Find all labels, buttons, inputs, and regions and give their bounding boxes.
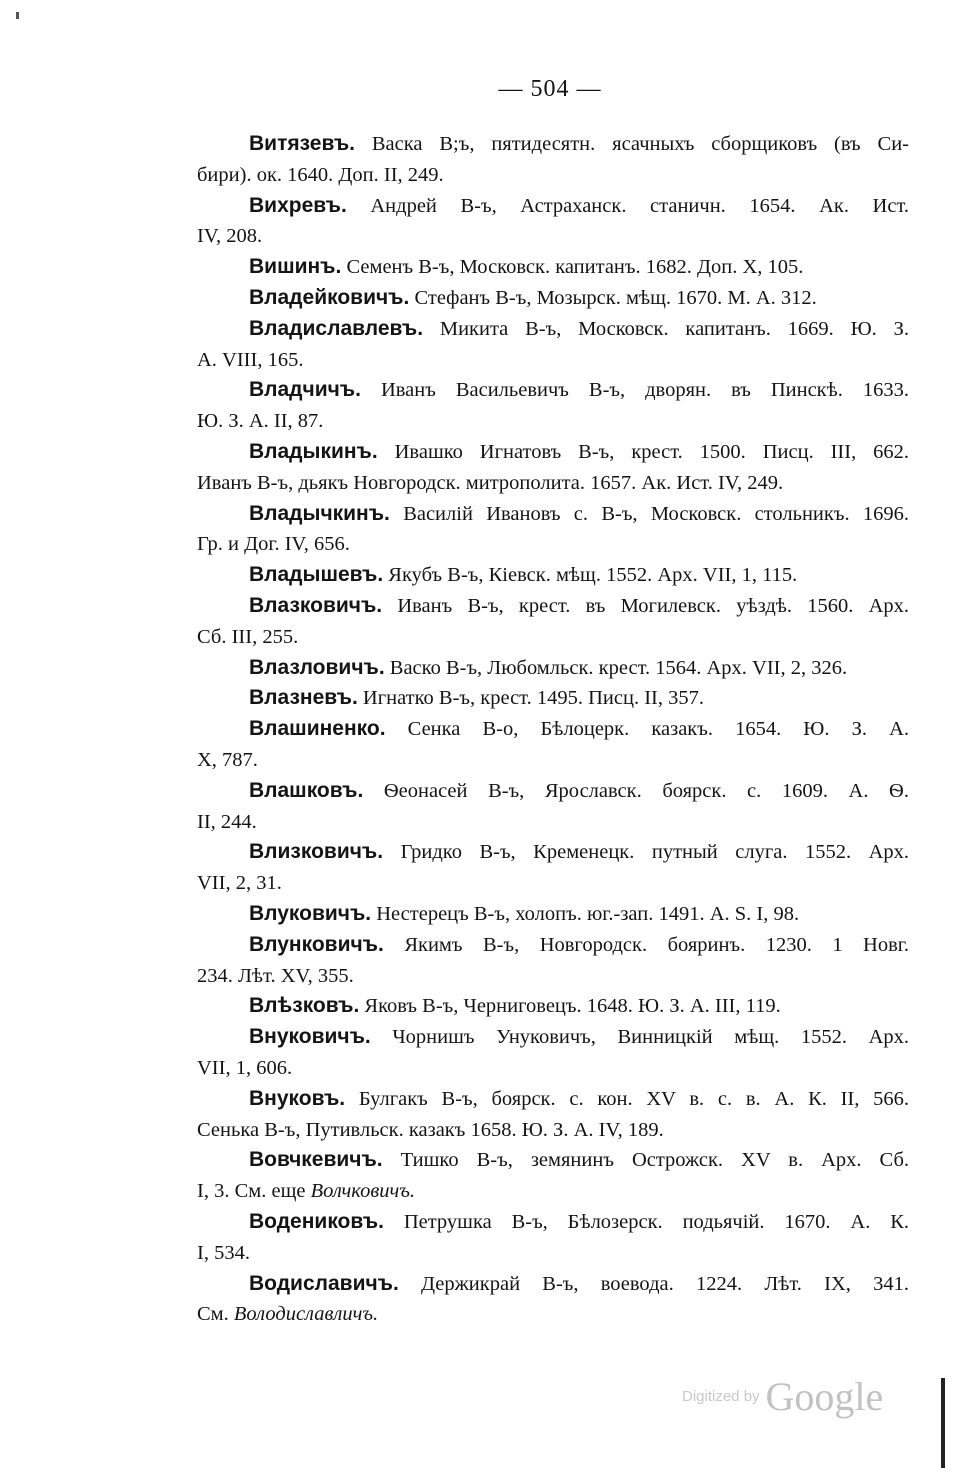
entry-line bbox=[249, 436, 909, 468]
entry-line bbox=[249, 190, 909, 222]
entry-text: Игнатко В-ъ, крест. 1495. Писц. II, 357. bbox=[362, 687, 704, 709]
entry-line bbox=[249, 313, 909, 345]
entry-line bbox=[249, 1021, 909, 1053]
entry-headword: Вишинъ. bbox=[249, 255, 342, 278]
entry-continuation bbox=[197, 744, 909, 776]
entry-line bbox=[249, 251, 909, 283]
entry-text: Васко В-ъ, Любомльск. крест. 1564. Арх. VII, 2, 326. bbox=[389, 657, 848, 679]
entry-headword: Внуковъ. bbox=[249, 1087, 346, 1110]
entry-line bbox=[249, 990, 909, 1022]
page-edge-rule bbox=[941, 1378, 945, 1468]
entry-headword: Владиславлевъ. bbox=[249, 317, 424, 340]
entry-text: Сенька В-ъ, Путивльск. казакъ 1658. Ю. З. А. IV, 189. bbox=[197, 1119, 664, 1141]
entry-continuation bbox=[197, 220, 909, 252]
entry-line bbox=[249, 652, 909, 684]
entry-text: II, 244. bbox=[197, 811, 257, 833]
entry-text: Ѳеонасей В-ъ, Ярославск. боярск. с. 1609. А. Ѳ. bbox=[383, 780, 909, 802]
entry-line bbox=[249, 1206, 909, 1238]
entry-continuation bbox=[197, 1298, 909, 1330]
entry-text: Иванъ Васильевичъ В-ъ, дворян. въ Пинскѣ. 1633. bbox=[380, 379, 910, 401]
entry-headword: Водениковъ. bbox=[249, 1210, 384, 1233]
entry-text: Держикрай В-ъ, воевода. 1224. Лѣт. IX, 341. bbox=[421, 1273, 909, 1295]
entry-line bbox=[249, 559, 909, 591]
entry-continuation bbox=[197, 806, 909, 838]
entry-headword: Влѣзковъ. bbox=[249, 994, 360, 1017]
entry-text: См. bbox=[197, 1303, 229, 1325]
entry-text: Сб. III, 255. bbox=[197, 626, 299, 648]
entry-continuation bbox=[197, 1114, 909, 1146]
entry-text: Тишко В-ъ, земянинъ Острожск. XV в. Арх. Сб. bbox=[400, 1149, 910, 1171]
entry-line bbox=[249, 929, 909, 961]
entry-headword: Владышевъ. bbox=[249, 563, 384, 586]
entry-text: Микита В-ъ, Московск. капитанъ. 1669. Ю. З. bbox=[439, 318, 909, 340]
entry-continuation bbox=[197, 344, 909, 376]
entry-text: Ивашко Игнатовъ В-ъ, крест. 1500. Писц. III, 662. bbox=[394, 441, 909, 463]
entry-continuation bbox=[197, 867, 909, 899]
entry-line bbox=[249, 1083, 909, 1115]
google-logo: Google bbox=[765, 1374, 884, 1419]
entry-text: Гридко В-ъ, Кременецк. путный слуга. 1552. Арх. bbox=[400, 841, 910, 863]
entry-text: I, 3. См. еще bbox=[197, 1180, 306, 1202]
page-number: — 504 — bbox=[498, 76, 602, 102]
cross-reference: Волчковичъ. bbox=[310, 1180, 416, 1202]
entry-line bbox=[249, 590, 909, 622]
entry-text: А. VIII, 165. bbox=[197, 349, 304, 371]
entry-text: VII, 1, 606. bbox=[197, 1057, 293, 1079]
entry-text: X, 787. bbox=[197, 749, 258, 771]
entry-text: Чорнишъ Унуковичъ, Винницкій мѣщ. 1552. Арх. bbox=[392, 1026, 909, 1048]
entry-headword: Вовчкевичъ. bbox=[249, 1148, 383, 1171]
entry-line bbox=[249, 1144, 909, 1176]
entry-continuation bbox=[197, 467, 909, 499]
entry-text: Гр. и Дог. IV, 656. bbox=[197, 533, 350, 555]
entry-headword: Владычкинъ. bbox=[249, 502, 390, 525]
entry-continuation bbox=[197, 528, 909, 560]
entry-text: бири). ок. 1640. Доп. II, 249. bbox=[197, 164, 444, 186]
entry-continuation bbox=[197, 960, 909, 992]
entry-text: I, 534. bbox=[197, 1242, 250, 1264]
entry-continuation bbox=[197, 621, 909, 653]
entry-line bbox=[249, 282, 909, 314]
entry-text: Ю. З. А. II, 87. bbox=[197, 410, 324, 432]
cross-reference: Володиславличъ. bbox=[233, 1303, 379, 1325]
entry-headword: Вихревъ. bbox=[249, 194, 347, 217]
entry-text: Семенъ В-ъ, Московск. капитанъ. 1682. Доп. X, 105. bbox=[346, 256, 804, 278]
entry-line bbox=[249, 374, 909, 406]
entry-line bbox=[249, 128, 909, 160]
entry-headword: Владыкинъ. bbox=[249, 440, 378, 463]
entry-line bbox=[249, 898, 909, 930]
entry-text: Иванъ В-ъ, дьякъ Новгородск. митрополита. 1657. Ак. Ист. IV, 249. bbox=[197, 472, 784, 494]
entry-continuation bbox=[197, 1052, 909, 1084]
entry-line bbox=[249, 1268, 909, 1300]
entry-text: VII, 2, 31. bbox=[197, 872, 282, 894]
entry-headword: Влазневъ. bbox=[249, 686, 358, 709]
entry-headword: Влунковичъ. bbox=[249, 933, 384, 956]
entry-line bbox=[249, 775, 909, 807]
entry-headword: Влазловичъ. bbox=[249, 656, 385, 679]
entry-text: Сенка В-о, Бѣлоцерк. казакъ. 1654. Ю. З. А. bbox=[407, 718, 910, 740]
entry-line bbox=[249, 836, 909, 868]
entry-headword: Витязевъ. bbox=[249, 132, 355, 155]
entry-text: Васка В;ъ, пятидесятн. ясачныхъ сборщиковъ (въ Си- bbox=[371, 133, 909, 155]
entry-text: IV, 208. bbox=[197, 225, 263, 247]
digitized-watermark bbox=[682, 1373, 883, 1420]
entry-headword: Владейковичъ. bbox=[249, 286, 410, 309]
entry-text: Яковъ В-ъ, Черниговецъ. 1648. Ю. З. А. III, 119. bbox=[364, 995, 781, 1017]
entry-continuation bbox=[197, 1237, 909, 1269]
entry-headword: Влашковъ. bbox=[249, 779, 364, 802]
entry-line bbox=[249, 682, 909, 714]
entry-line bbox=[249, 498, 909, 530]
entry-continuation bbox=[197, 405, 909, 437]
entry-text: 234. Лѣт. XV, 355. bbox=[197, 965, 354, 987]
entry-text: Василій Ивановъ с. В-ъ, Московск. стольникъ. 1696. bbox=[403, 503, 910, 525]
entry-text: Якимъ В-ъ, Новгородск. бояринъ. 1230. 1 Новг. bbox=[404, 934, 910, 956]
entry-headword: Владчичъ. bbox=[249, 378, 361, 401]
entry-continuation bbox=[197, 1175, 909, 1207]
entry-continuation bbox=[197, 159, 909, 191]
entry-headword: Водиславичъ. bbox=[249, 1272, 399, 1295]
entry-text: Нестерецъ В-ъ, холопъ. юг.-зап. 1491. A. S. I, 98. bbox=[376, 903, 800, 925]
entry-text: Иванъ В-ъ, крест. въ Могилевск. уѣздѣ. 1560. Арх. bbox=[397, 595, 910, 617]
watermark-prefix: Digitized by bbox=[682, 1388, 760, 1405]
entry-headword: Влазковичъ. bbox=[249, 594, 383, 617]
scan-mark bbox=[16, 12, 19, 19]
entry-headword: Влуковичъ. bbox=[249, 902, 372, 925]
entry-headword: Влизковичъ. bbox=[249, 840, 384, 863]
entry-line bbox=[249, 713, 909, 745]
entry-text: Булгакъ В-ъ, боярск. с. кон. XV в. с. в. А. К. II, 566. bbox=[358, 1088, 909, 1110]
entry-text: Якубъ В-ъ, Кіевск. мѣщ. 1552. Арх. VII, 1, 115. bbox=[388, 564, 798, 586]
entry-text: Петрушка В-ъ, Бѣлозерск. подьячій. 1670. А. К. bbox=[403, 1211, 909, 1233]
entry-text: Андрей В-ъ, Астраханск. станичн. 1654. Ак. Ист. bbox=[370, 195, 909, 217]
entry-headword: Влашиненко. bbox=[249, 717, 386, 740]
entry-text: Стефанъ В-ъ, Мозырск. мѣщ. 1670. М. А. 312. bbox=[414, 287, 817, 309]
entry-headword: Внуковичъ. bbox=[249, 1025, 371, 1048]
